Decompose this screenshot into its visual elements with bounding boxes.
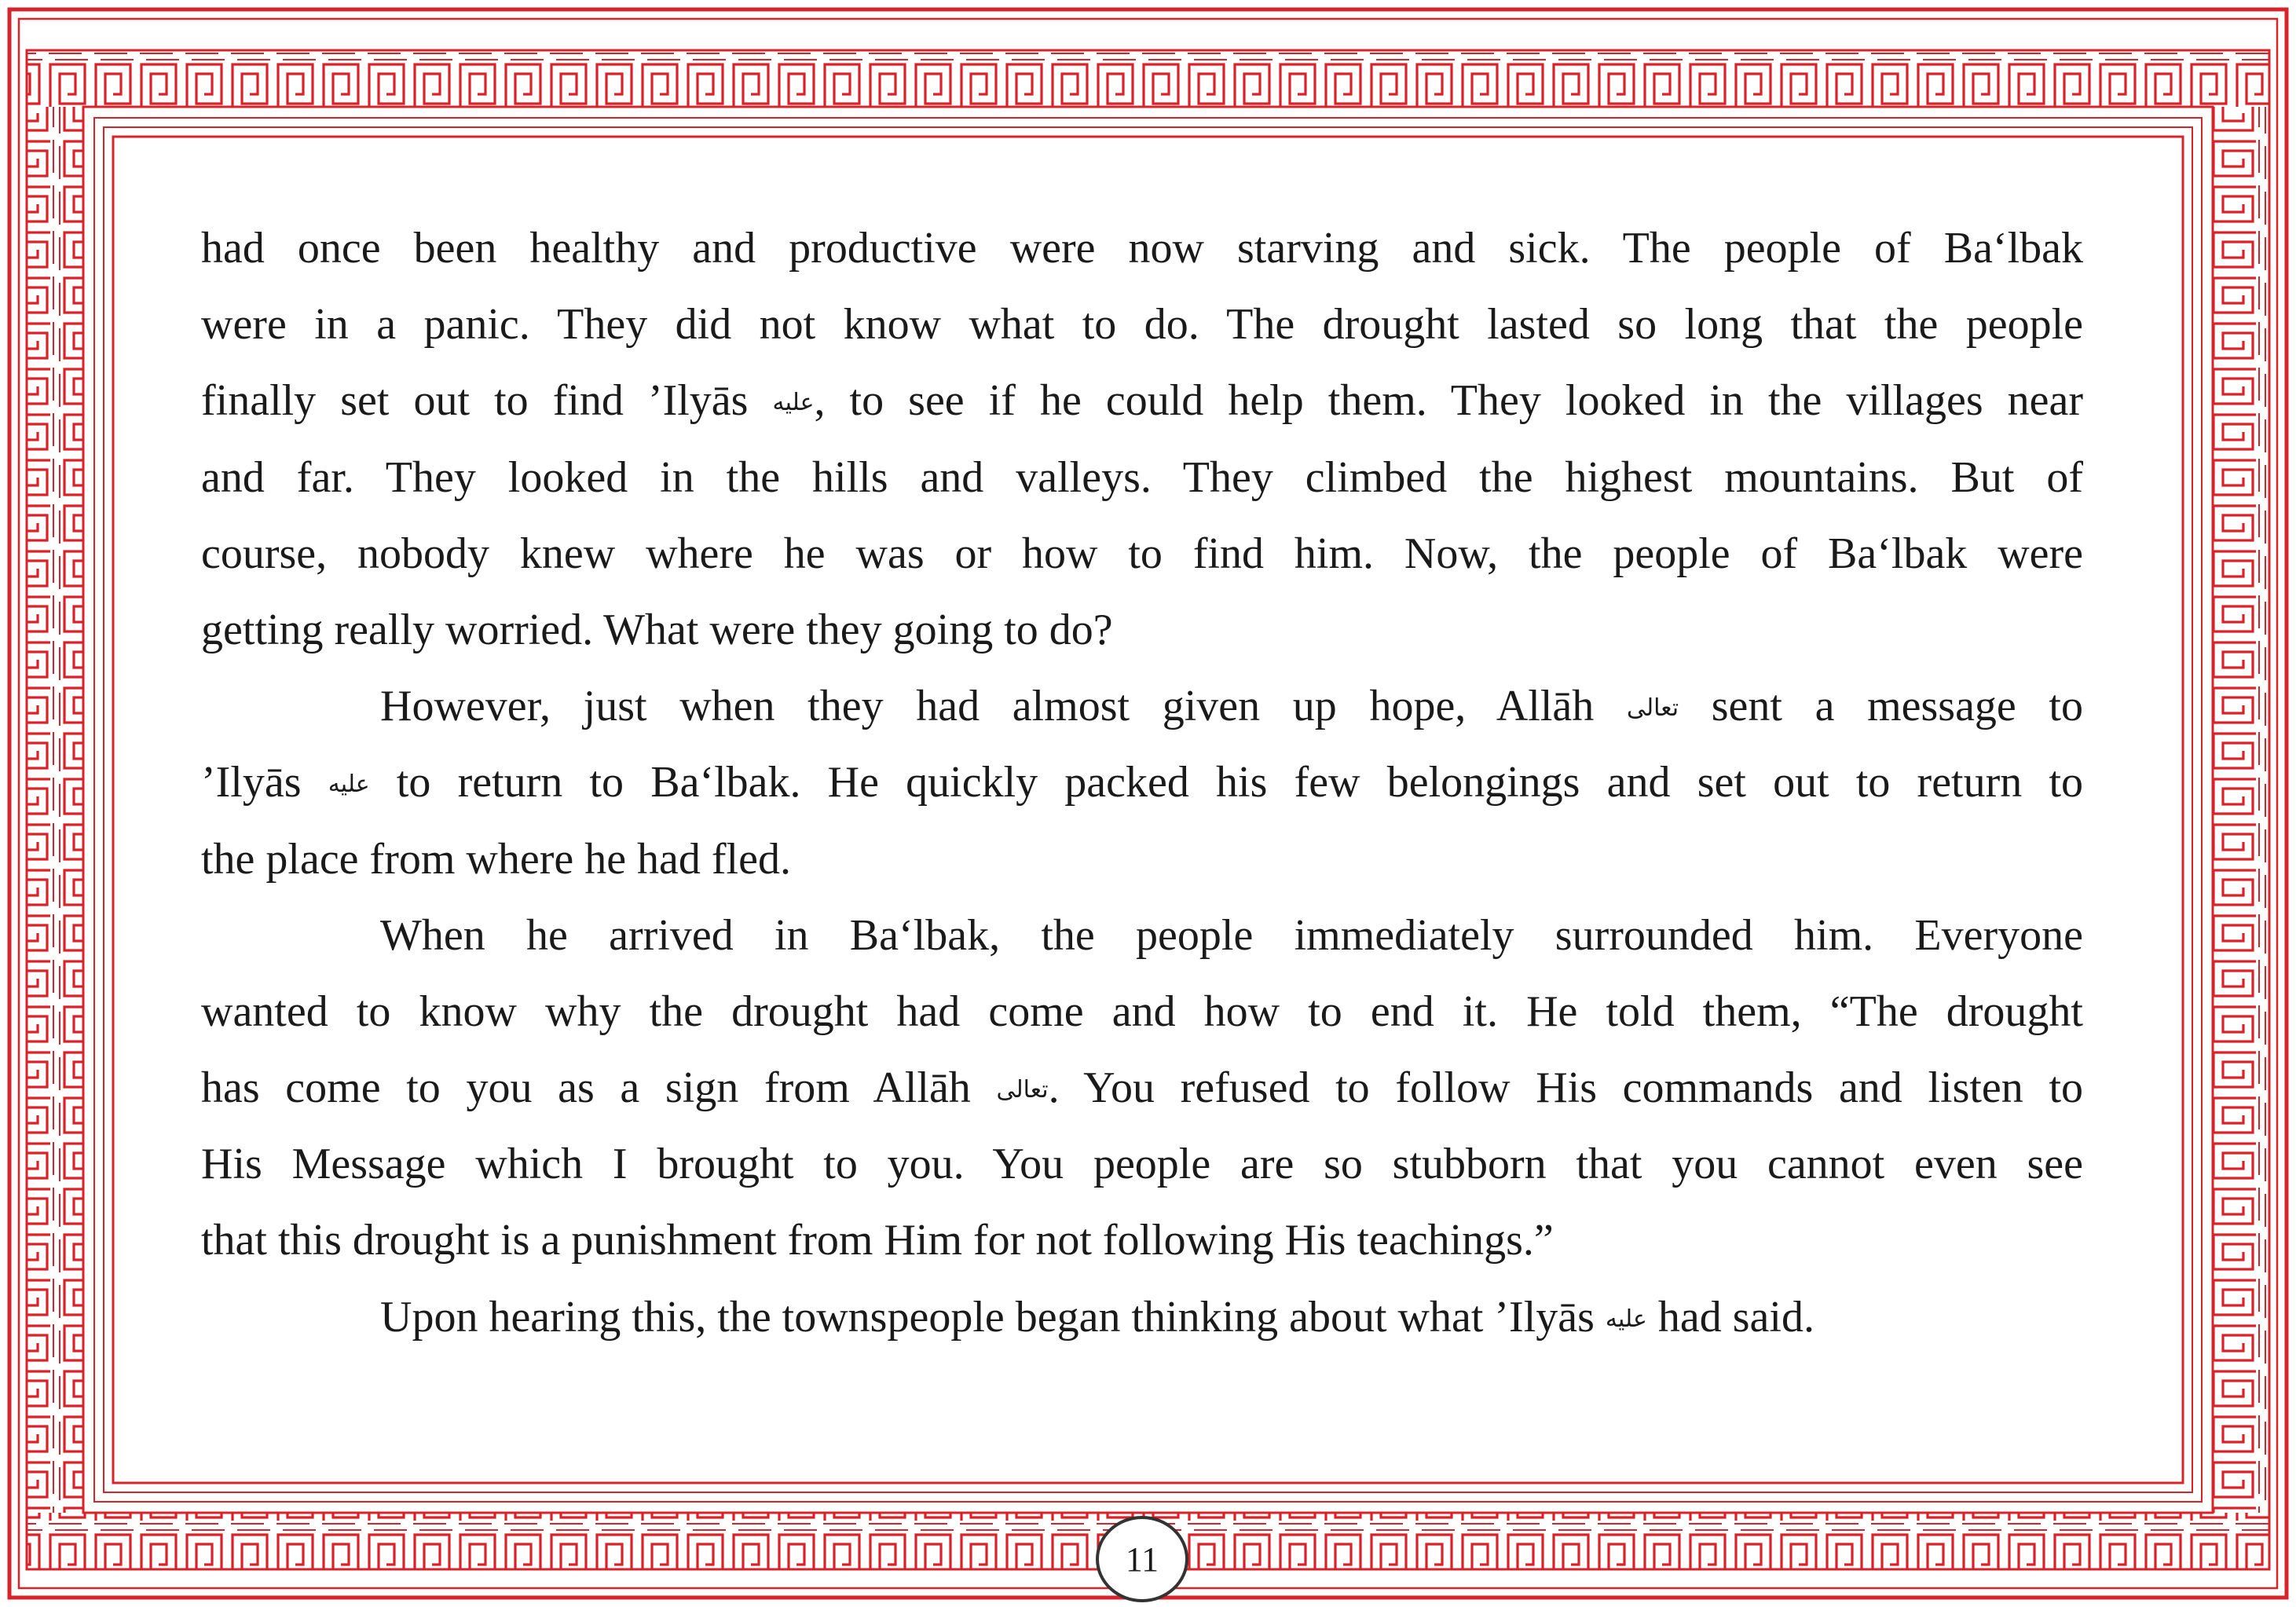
text-line [201,516,2083,592]
line-text: wanted to know why the drought had come and how to end it. He told them, “The drought [201,987,2083,1036]
line-text: Upon hearing this, the townspeople began thinking about what ’Ilyās [380,1292,1595,1342]
line-text: His Message which I brought to you. You people are so stubborn that you cannot even see [201,1140,2083,1189]
border-top-band [27,50,2269,107]
line-text: However, just when they had almost given up hope, Allāh [380,682,1595,731]
border-left-band [27,107,83,1513]
line-text: and far. They looked in the hills and valleys. They climbed the highest mountains. But of [201,452,2083,502]
text-line [201,745,2083,821]
text-line [201,1203,2083,1279]
line-text: ’Ilyās [201,758,302,807]
line-text: When he arrived in Ba‘lbak, the people immediately surrounded him. Everyone [380,910,2083,960]
honorific-calligraphy-icon: عليه [1605,1305,1647,1333]
text-line [201,668,2083,745]
honorific-calligraphy-icon: عليه [328,771,370,799]
page-number [1096,1516,1188,1602]
line-text: . You refused to follow His commands and listen to [1048,1063,2083,1113]
honorific-calligraphy-icon: تعالى [996,1076,1049,1104]
text-line [201,1279,2083,1356]
line-text: were in a panic. They did not know what to do. The drought lasted so long that the people [201,300,2083,350]
text-line [201,1050,2083,1126]
story-text [201,210,2083,1356]
text-line [201,974,2083,1050]
text-line [201,287,2083,363]
line-text: had once been healthy and productive were now starving and sick. The people of Ba‘lbak [201,224,2083,273]
line-text: sent a message to [1711,682,2083,731]
line-text: the place from where he had fled. [201,834,791,884]
page-number-label: 11 [1125,1539,1159,1579]
line-text: to return to Ba‘lbak. He quickly packed his few belongings and set out to return to [396,758,2084,807]
text-line [201,363,2083,439]
text-line [201,592,2083,668]
line-text: finally set out to find ’Ilyās [201,376,749,426]
text-line [201,898,2083,974]
line-text: , to see if he could help them. They looked in the villages near [814,376,2084,426]
honorific-calligraphy-icon: عليه [772,389,815,417]
line-text: has come to you as a sign from Allāh [201,1063,971,1113]
line-text: getting really worried. What were they going to do? [201,605,1113,654]
honorific-calligraphy-icon: تعالى [1626,694,1679,723]
line-text: had said. [1657,1292,1814,1342]
text-line [201,210,2083,287]
line-text: that this drought is a punishment from Him for not following His teachings.” [201,1216,1554,1265]
text-line [201,822,2083,898]
line-text: course, nobody knew where he was or how to find him. Now, the people of Ba‘lbak were [201,529,2083,578]
border-right-band [2213,107,2269,1513]
text-line [201,1126,2083,1203]
text-line [201,440,2083,516]
